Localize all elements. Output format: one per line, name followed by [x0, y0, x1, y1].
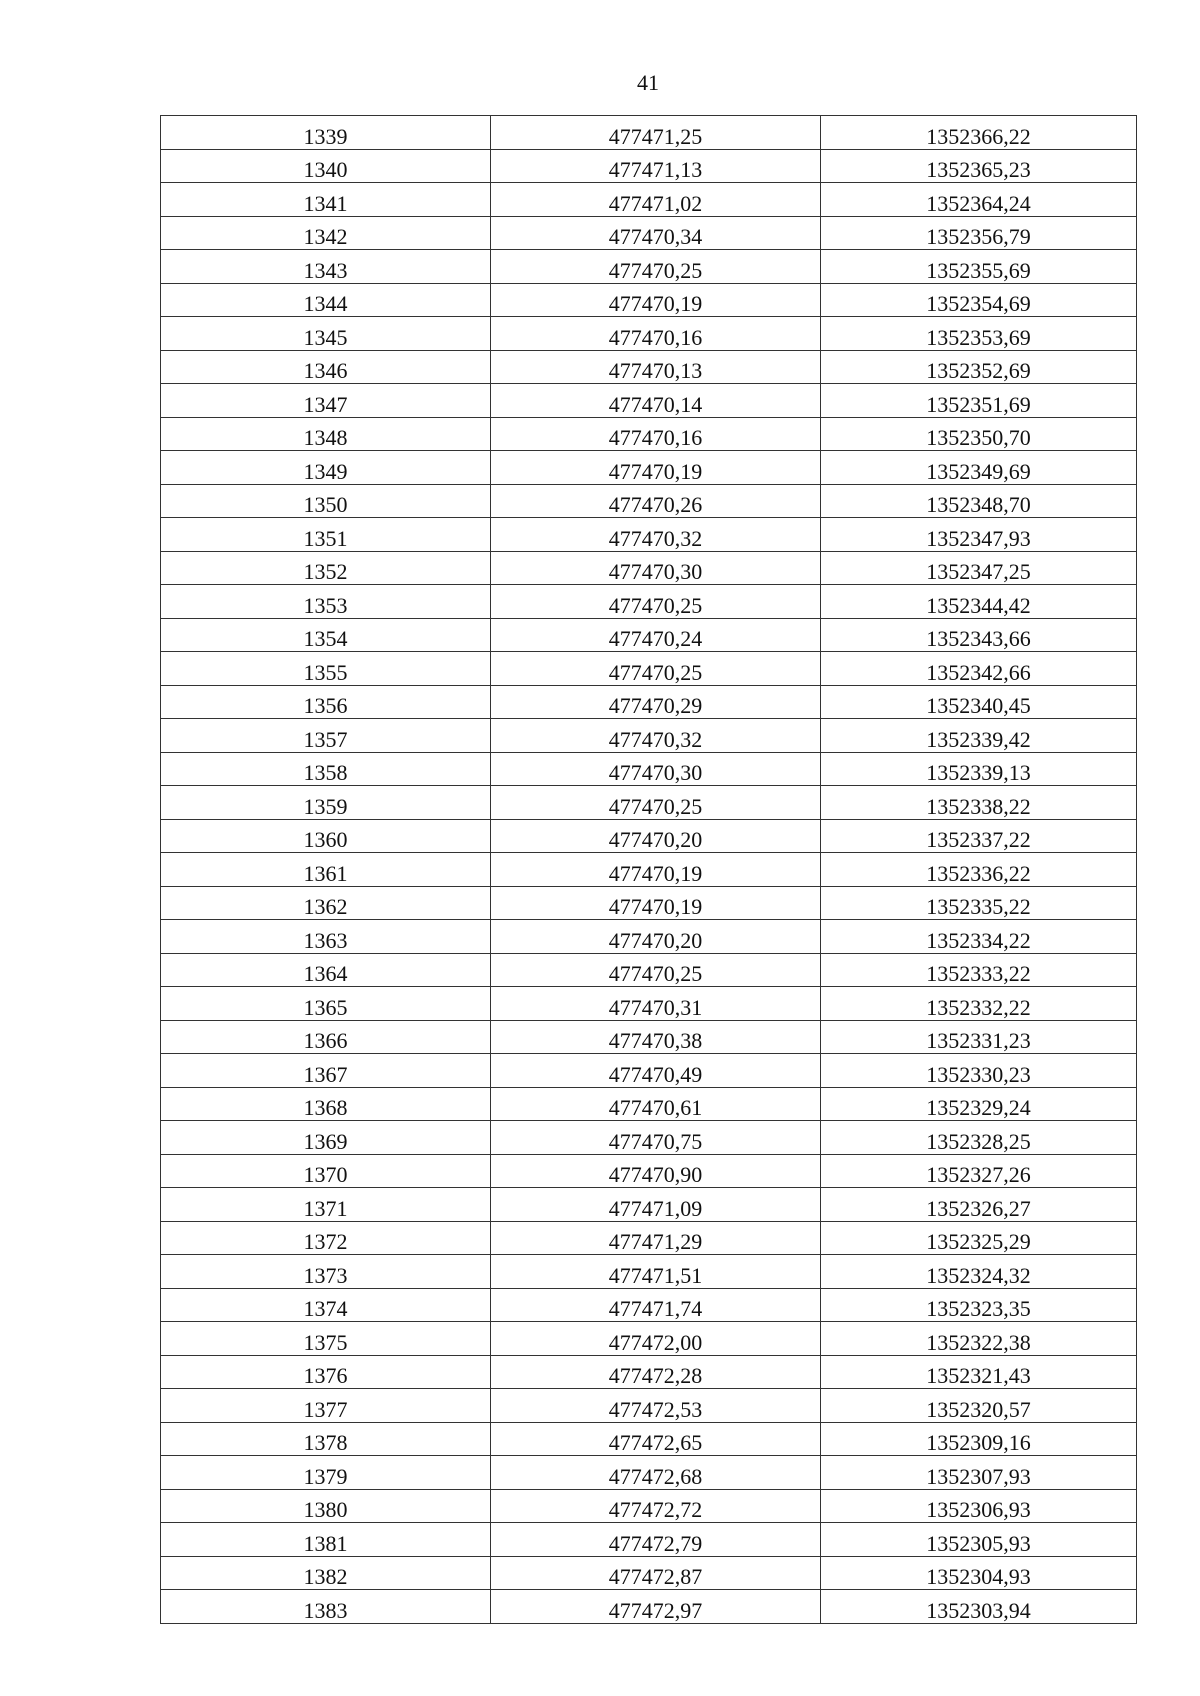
- table-row: [161, 384, 1137, 418]
- y-coordinate-cell: 1352342,66: [821, 652, 1137, 686]
- y-coordinate-cell: 1352324,32: [821, 1255, 1137, 1289]
- x-coordinate-cell: 477470,25: [491, 953, 821, 987]
- x-coordinate-cell: 477470,31: [491, 987, 821, 1021]
- point-number-cell: 1374: [161, 1288, 491, 1322]
- x-coordinate-cell: 477470,25: [491, 585, 821, 619]
- table-row: [161, 1489, 1137, 1523]
- x-coordinate-cell: 477471,25: [491, 116, 821, 150]
- point-number-cell: 1359: [161, 786, 491, 820]
- y-coordinate-cell: 1352353,69: [821, 317, 1137, 351]
- y-coordinate-cell: 1352305,93: [821, 1523, 1137, 1557]
- x-coordinate-cell: 477472,87: [491, 1556, 821, 1590]
- point-number-cell: 1351: [161, 518, 491, 552]
- x-coordinate-cell: 477470,20: [491, 920, 821, 954]
- x-coordinate-cell: 477470,25: [491, 652, 821, 686]
- y-coordinate-cell: 1352352,69: [821, 350, 1137, 384]
- y-coordinate-cell: 1352306,93: [821, 1489, 1137, 1523]
- y-coordinate-cell: 1352323,35: [821, 1288, 1137, 1322]
- table-row: [161, 1556, 1137, 1590]
- x-coordinate-cell: 477470,49: [491, 1054, 821, 1088]
- table-row: [161, 1087, 1137, 1121]
- point-number-cell: 1362: [161, 886, 491, 920]
- table-row: [161, 451, 1137, 485]
- table-row: [161, 551, 1137, 585]
- y-coordinate-cell: 1352327,26: [821, 1154, 1137, 1188]
- x-coordinate-cell: 477470,19: [491, 853, 821, 887]
- point-number-cell: 1361: [161, 853, 491, 887]
- x-coordinate-cell: 477470,38: [491, 1020, 821, 1054]
- point-number-cell: 1379: [161, 1456, 491, 1490]
- x-coordinate-cell: 477472,72: [491, 1489, 821, 1523]
- point-number-cell: 1350: [161, 484, 491, 518]
- x-coordinate-cell: 477470,20: [491, 819, 821, 853]
- point-number-cell: 1367: [161, 1054, 491, 1088]
- x-coordinate-cell: 477470,26: [491, 484, 821, 518]
- table-row: [161, 752, 1137, 786]
- y-coordinate-cell: 1352330,23: [821, 1054, 1137, 1088]
- table-row: [161, 886, 1137, 920]
- y-coordinate-cell: 1352337,22: [821, 819, 1137, 853]
- x-coordinate-cell: 477470,29: [491, 685, 821, 719]
- x-coordinate-cell: 477471,74: [491, 1288, 821, 1322]
- point-number-cell: 1347: [161, 384, 491, 418]
- y-coordinate-cell: 1352307,93: [821, 1456, 1137, 1490]
- point-number-cell: 1383: [161, 1590, 491, 1624]
- table-row: [161, 786, 1137, 820]
- y-coordinate-cell: 1352326,27: [821, 1188, 1137, 1222]
- y-coordinate-cell: 1352347,93: [821, 518, 1137, 552]
- x-coordinate-cell: 477470,61: [491, 1087, 821, 1121]
- y-coordinate-cell: 1352364,24: [821, 183, 1137, 217]
- point-number-cell: 1357: [161, 719, 491, 753]
- x-coordinate-cell: 477470,32: [491, 518, 821, 552]
- y-coordinate-cell: 1352336,22: [821, 853, 1137, 887]
- y-coordinate-cell: 1352333,22: [821, 953, 1137, 987]
- y-coordinate-cell: 1352347,25: [821, 551, 1137, 585]
- point-number-cell: 1348: [161, 417, 491, 451]
- y-coordinate-cell: 1352309,16: [821, 1422, 1137, 1456]
- point-number-cell: 1373: [161, 1255, 491, 1289]
- y-coordinate-cell: 1352354,69: [821, 283, 1137, 317]
- point-number-cell: 1345: [161, 317, 491, 351]
- point-number-cell: 1372: [161, 1221, 491, 1255]
- point-number-cell: 1364: [161, 953, 491, 987]
- x-coordinate-cell: 477472,79: [491, 1523, 821, 1557]
- point-number-cell: 1363: [161, 920, 491, 954]
- table-row: [161, 1389, 1137, 1423]
- point-number-cell: 1353: [161, 585, 491, 619]
- y-coordinate-cell: 1352343,66: [821, 618, 1137, 652]
- x-coordinate-cell: 477470,24: [491, 618, 821, 652]
- table-row: [161, 585, 1137, 619]
- point-number-cell: 1381: [161, 1523, 491, 1557]
- point-number-cell: 1378: [161, 1422, 491, 1456]
- table-row: [161, 518, 1137, 552]
- table-row: [161, 1154, 1137, 1188]
- y-coordinate-cell: 1352339,13: [821, 752, 1137, 786]
- point-number-cell: 1365: [161, 987, 491, 1021]
- table-row: [161, 652, 1137, 686]
- point-number-cell: 1355: [161, 652, 491, 686]
- x-coordinate-cell: 477472,97: [491, 1590, 821, 1624]
- page-number: 41: [637, 70, 659, 95]
- y-coordinate-cell: 1352325,29: [821, 1221, 1137, 1255]
- x-coordinate-cell: 477470,14: [491, 384, 821, 418]
- table-row: [161, 920, 1137, 954]
- table-row: [161, 953, 1137, 987]
- y-coordinate-cell: 1352338,22: [821, 786, 1137, 820]
- x-coordinate-cell: 477471,02: [491, 183, 821, 217]
- point-number-cell: 1356: [161, 685, 491, 719]
- x-coordinate-cell: 477470,32: [491, 719, 821, 753]
- y-coordinate-cell: 1352304,93: [821, 1556, 1137, 1590]
- y-coordinate-cell: 1352334,22: [821, 920, 1137, 954]
- table-row: [161, 685, 1137, 719]
- y-coordinate-cell: 1352332,22: [821, 987, 1137, 1021]
- x-coordinate-cell: 477471,29: [491, 1221, 821, 1255]
- x-coordinate-cell: 477472,65: [491, 1422, 821, 1456]
- x-coordinate-cell: 477471,09: [491, 1188, 821, 1222]
- x-coordinate-cell: 477472,00: [491, 1322, 821, 1356]
- point-number-cell: 1343: [161, 250, 491, 284]
- y-coordinate-cell: 1352366,22: [821, 116, 1137, 150]
- x-coordinate-cell: 477470,19: [491, 886, 821, 920]
- point-number-cell: 1360: [161, 819, 491, 853]
- x-coordinate-cell: 477472,53: [491, 1389, 821, 1423]
- x-coordinate-cell: 477470,30: [491, 752, 821, 786]
- table-row: [161, 618, 1137, 652]
- y-coordinate-cell: 1352344,42: [821, 585, 1137, 619]
- point-number-cell: 1352: [161, 551, 491, 585]
- x-coordinate-cell: 477470,34: [491, 216, 821, 250]
- x-coordinate-cell: 477470,19: [491, 283, 821, 317]
- table-row: [161, 1288, 1137, 1322]
- x-coordinate-cell: 477470,25: [491, 250, 821, 284]
- point-number-cell: 1346: [161, 350, 491, 384]
- x-coordinate-cell: 477472,68: [491, 1456, 821, 1490]
- x-coordinate-cell: 477470,25: [491, 786, 821, 820]
- point-number-cell: 1354: [161, 618, 491, 652]
- table-row: [161, 317, 1137, 351]
- table-row: [161, 149, 1137, 183]
- y-coordinate-cell: 1352320,57: [821, 1389, 1137, 1423]
- coordinates-table: [160, 115, 1137, 1624]
- point-number-cell: 1371: [161, 1188, 491, 1222]
- table-row: [161, 1121, 1137, 1155]
- table-row: [161, 1322, 1137, 1356]
- table-row: [161, 1188, 1137, 1222]
- table-row: [161, 1054, 1137, 1088]
- x-coordinate-cell: 477471,51: [491, 1255, 821, 1289]
- y-coordinate-cell: 1352356,79: [821, 216, 1137, 250]
- y-coordinate-cell: 1352321,43: [821, 1355, 1137, 1389]
- point-number-cell: 1368: [161, 1087, 491, 1121]
- x-coordinate-cell: 477470,90: [491, 1154, 821, 1188]
- table-row: [161, 719, 1137, 753]
- x-coordinate-cell: 477470,16: [491, 317, 821, 351]
- point-number-cell: 1375: [161, 1322, 491, 1356]
- y-coordinate-cell: 1352340,45: [821, 685, 1137, 719]
- point-number-cell: 1380: [161, 1489, 491, 1523]
- table-row: [161, 1221, 1137, 1255]
- y-coordinate-cell: 1352365,23: [821, 149, 1137, 183]
- point-number-cell: 1342: [161, 216, 491, 250]
- x-coordinate-cell: 477470,16: [491, 417, 821, 451]
- point-number-cell: 1349: [161, 451, 491, 485]
- table-row: [161, 183, 1137, 217]
- point-number-cell: 1341: [161, 183, 491, 217]
- point-number-cell: 1370: [161, 1154, 491, 1188]
- table-row: [161, 1523, 1137, 1557]
- y-coordinate-cell: 1352329,24: [821, 1087, 1137, 1121]
- table-row: [161, 417, 1137, 451]
- y-coordinate-cell: 1352351,69: [821, 384, 1137, 418]
- y-coordinate-cell: 1352328,25: [821, 1121, 1137, 1155]
- table-row: [161, 1355, 1137, 1389]
- table-row: [161, 987, 1137, 1021]
- table-row: [161, 819, 1137, 853]
- y-coordinate-cell: 1352350,70: [821, 417, 1137, 451]
- table-row: [161, 484, 1137, 518]
- x-coordinate-cell: 477470,75: [491, 1121, 821, 1155]
- y-coordinate-cell: 1352331,23: [821, 1020, 1137, 1054]
- point-number-cell: 1382: [161, 1556, 491, 1590]
- point-number-cell: 1366: [161, 1020, 491, 1054]
- x-coordinate-cell: 477471,13: [491, 149, 821, 183]
- point-number-cell: 1358: [161, 752, 491, 786]
- x-coordinate-cell: 477472,28: [491, 1355, 821, 1389]
- y-coordinate-cell: 1352339,42: [821, 719, 1137, 753]
- y-coordinate-cell: 1352303,94: [821, 1590, 1137, 1624]
- table-row: [161, 1020, 1137, 1054]
- table-row: [161, 350, 1137, 384]
- table-row: [161, 116, 1137, 150]
- table-row: [161, 216, 1137, 250]
- point-number-cell: 1344: [161, 283, 491, 317]
- table-row: [161, 283, 1137, 317]
- y-coordinate-cell: 1352349,69: [821, 451, 1137, 485]
- table-row: [161, 1590, 1137, 1624]
- table-row: [161, 853, 1137, 887]
- point-number-cell: 1377: [161, 1389, 491, 1423]
- x-coordinate-cell: 477470,19: [491, 451, 821, 485]
- point-number-cell: 1376: [161, 1355, 491, 1389]
- y-coordinate-cell: 1352348,70: [821, 484, 1137, 518]
- point-number-cell: 1369: [161, 1121, 491, 1155]
- y-coordinate-cell: 1352355,69: [821, 250, 1137, 284]
- coordinates-table-body: [161, 116, 1137, 1624]
- x-coordinate-cell: 477470,13: [491, 350, 821, 384]
- table-row: [161, 250, 1137, 284]
- table-row: [161, 1456, 1137, 1490]
- point-number-cell: 1339: [161, 116, 491, 150]
- y-coordinate-cell: 1352322,38: [821, 1322, 1137, 1356]
- table-row: [161, 1422, 1137, 1456]
- y-coordinate-cell: 1352335,22: [821, 886, 1137, 920]
- point-number-cell: 1340: [161, 149, 491, 183]
- x-coordinate-cell: 477470,30: [491, 551, 821, 585]
- table-row: [161, 1255, 1137, 1289]
